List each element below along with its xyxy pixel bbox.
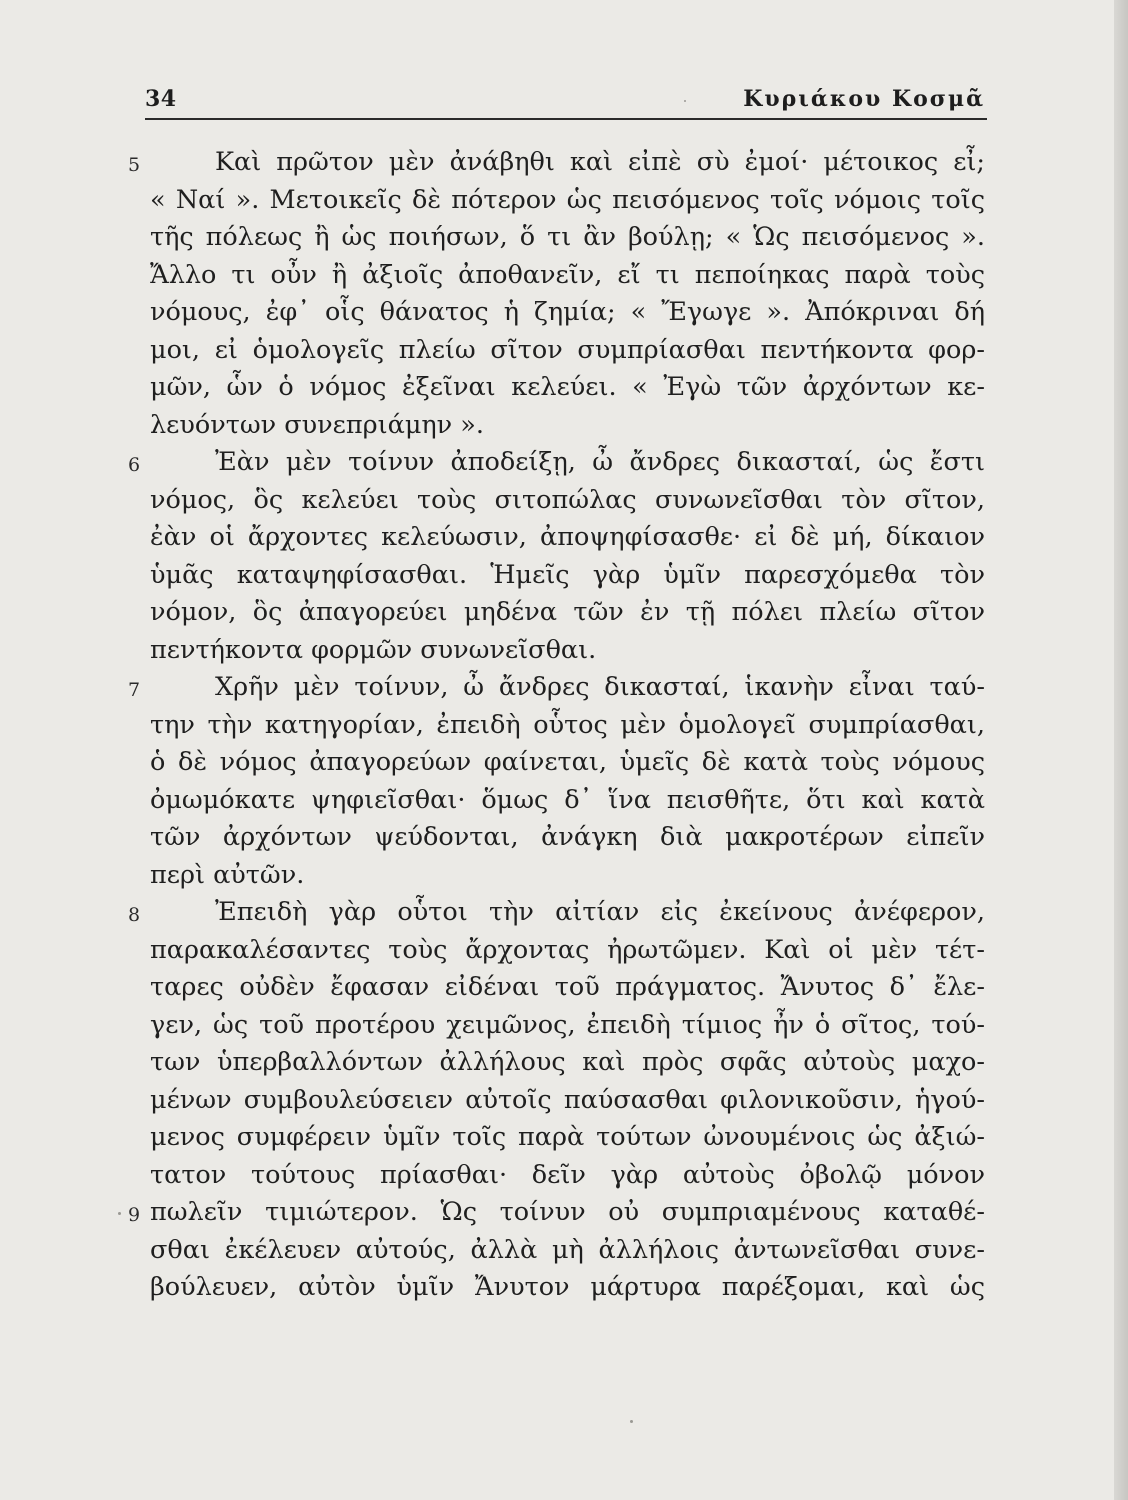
line-text: νόμος, ὃς κελεύει τοὺς σιτοπώλας συνωνεῖσθαι τὸν σῖτον, xyxy=(150,484,985,515)
page-header xyxy=(145,86,985,120)
text-line xyxy=(0,669,1128,707)
section-number: 7 xyxy=(128,679,141,701)
line-text: μῶν, ὧν ὁ νόμος ἐξεῖναι κελεύει. « Ἐγὼ τῶν ἀρχόντων κε- xyxy=(150,372,985,402)
text-line xyxy=(0,1082,1128,1120)
text-line xyxy=(0,782,1128,820)
text-line xyxy=(0,144,1128,182)
line-text: Ἐπειδὴ γὰρ οὗτοι τὴν αἰτίαν εἰς ἐκείνους ἀνέφερον, xyxy=(215,897,985,927)
line-text: μενος συμφέρειν ὑμῖν τοῖς παρὰ τούτων ὠνουμένοις ὡς ἀξιώ- xyxy=(150,1122,985,1152)
text-line xyxy=(0,1119,1128,1157)
text-line xyxy=(0,707,1128,745)
text-line xyxy=(0,857,1128,895)
line-text: σθαι ἐκέλευεν αὐτούς, ἀλλὰ μὴ ἀλλήλοις ἀντωνεῖσθαι συνε- xyxy=(150,1234,985,1265)
text-line xyxy=(0,969,1128,1007)
section-number: 8 xyxy=(128,904,141,926)
text-line xyxy=(0,332,1128,370)
line-text: πωλεῖν τιμιώτερον. Ὡς τοίνυν οὐ συμπριαμένους καταθέ- xyxy=(150,1197,985,1227)
text-line xyxy=(0,1157,1128,1195)
line-text: νόμον, ὃς ἀπαγορεύει μηδένα τῶν ἐν τῇ πόλει πλείω σῖτον xyxy=(150,597,985,627)
line-text: ὑμᾶς καταψηφίσασθαι. Ἡμεῖς γὰρ ὑμῖν παρεσχόμεθα τὸν xyxy=(150,559,985,590)
text-line xyxy=(0,744,1128,782)
text-line xyxy=(0,1007,1128,1045)
paper-speck xyxy=(684,100,686,102)
text-line xyxy=(0,219,1128,257)
line-text: βούλευεν, αὐτὸν ὑμῖν Ἄνυτον μάρτυρα παρέξομαι, καὶ ὡς xyxy=(150,1272,985,1302)
line-text: ὁ δὲ νόμος ἀπαγορεύων φαίνεται, ὑμεῖς δὲ κατὰ τοὺς νόμους xyxy=(150,747,985,777)
line-text: μένων συμβουλεύσειεν αὐτοῖς παύσασθαι φιλονικοῦσιν, ἡγού- xyxy=(150,1084,985,1115)
paper-speck xyxy=(630,1420,633,1423)
section-number: 9 xyxy=(128,1204,141,1226)
line-text: « Ναί ». Μετοικεῖς δὲ πότερον ὡς πεισόμενος τοῖς νόμοις τοῖς xyxy=(150,184,985,215)
text-line xyxy=(0,1269,1128,1307)
text-line xyxy=(0,519,1128,557)
line-text: λευόντων συνεπριάμην ». xyxy=(150,409,484,440)
text-line xyxy=(0,369,1128,407)
line-text: Ἐὰν μὲν τοίνυν ἀποδείξῃ, ὦ ἄνδρες δικασταί, ὡς ἔστι xyxy=(215,447,985,477)
text-line xyxy=(0,594,1128,632)
text-line xyxy=(0,819,1128,857)
text-line xyxy=(0,932,1128,970)
text-line xyxy=(0,632,1128,670)
text-line xyxy=(0,482,1128,520)
text-line xyxy=(0,1044,1128,1082)
body-text xyxy=(0,144,1128,1307)
line-text: πεντήκοντα φορμῶν συνωνεῖσθαι. xyxy=(150,634,597,665)
text-line xyxy=(0,1194,1128,1232)
line-text: Καὶ πρῶτον μὲν ἀνάβηθι καὶ εἰπὲ σὺ ἐμοί· μέτοικος εἶ; xyxy=(215,147,985,177)
text-line xyxy=(0,557,1128,595)
text-line xyxy=(0,1232,1128,1270)
line-text: τῶν ἀρχόντων ψεύδονται, ἀνάγκη διὰ μακροτέρων εἰπεῖν xyxy=(150,822,985,852)
line-text: ἐὰν οἱ ἄρχοντες κελεύωσιν, ἀποψηφίσασθε· εἰ δὲ μή, δίκαιον xyxy=(150,522,985,552)
text-line xyxy=(0,257,1128,295)
page-number: 34 xyxy=(145,86,177,112)
line-text: τῆς πόλεως ἢ ὡς ποιήσων, ὅ τι ἂν βούλῃ; « Ὡς πεισόμενος ». xyxy=(150,222,985,252)
page-edge-shadow xyxy=(1114,0,1128,1500)
header-rule xyxy=(145,118,987,120)
line-text: των ὑπερβαλλόντων ἀλλήλους καὶ πρὸς σφᾶς αὐτοὺς μαχο- xyxy=(150,1047,985,1077)
line-text: την τὴν κατηγορίαν, ἐπειδὴ οὗτος μὲν ὁμολογεῖ συμπρίασθαι, xyxy=(150,709,985,740)
line-text: γεν, ὡς τοῦ προτέρου χειμῶνος, ἐπειδὴ τίμιος ἦν ὁ σῖτος, τού- xyxy=(150,1009,985,1040)
line-text: Ἄλλο τι οὖν ἢ ἀξιοῖς ἀποθανεῖν, εἴ τι πεποίηκας παρὰ τοὺς xyxy=(150,259,985,290)
running-head: Κυριάκου Κοσμᾶ xyxy=(743,86,985,112)
text-line xyxy=(0,444,1128,482)
line-text: ὀμωμόκατε ψηφιεῖσθαι· ὅμως δ᾽ ἵνα πεισθῆτε, ὅτι καὶ κατὰ xyxy=(150,784,985,815)
line-text: περὶ αὐτῶν. xyxy=(150,859,305,890)
line-text: νόμους, ἐφ᾽ οἷς θάνατος ἡ ζημία; « Ἔγωγε ». Ἀπόκριναι δή xyxy=(150,297,985,327)
line-text: μοι, εἰ ὁμολογεῖς πλείω σῖτον συμπρίασθαι πεντήκοντα φορ- xyxy=(150,334,985,365)
section-number: 5 xyxy=(128,154,141,176)
line-text: Χρῆν μὲν τοίνυν, ὦ ἄνδρες δικασταί, ἱκανὴν εἶναι ταύ- xyxy=(215,672,985,702)
line-text: ταρες οὐδὲν ἔφασαν εἰδέναι τοῦ πράγματος. Ἄνυτος δ᾽ ἔλε- xyxy=(150,972,985,1002)
line-text: παρακαλέσαντες τοὺς ἄρχοντας ἠρωτῶμεν. Καὶ οἱ μὲν τέτ- xyxy=(150,934,985,965)
paper-speck xyxy=(118,1212,121,1215)
section-number: 6 xyxy=(128,454,141,476)
text-line xyxy=(0,894,1128,932)
text-line xyxy=(0,182,1128,220)
text-line xyxy=(0,407,1128,445)
text-line xyxy=(0,294,1128,332)
line-text: τατον τούτους πρίασθαι· δεῖν γὰρ αὐτοὺς ὀβολῷ μόνον xyxy=(150,1159,985,1190)
